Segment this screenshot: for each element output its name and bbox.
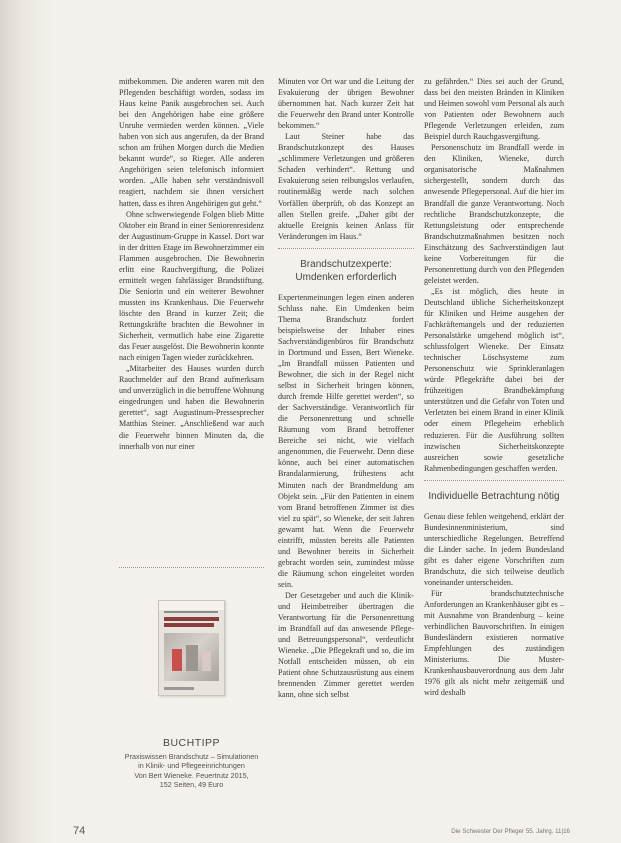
body-paragraph: Expertenmeinungen legen einen anderen Schluss nahe. Ein Umdenken beim Thema Brandschutz fordert beispielsweise der Inhaber eines Sachverständigenbüros für Brandschutz in Dortmund und Essen, Bert Wieneke. „Im Brandfall müssen Patienten und Bewohner, die sich in der Regel nicht selbst in Sicherheit bringen können, durch fremde Hilfe gerettet werden“, so der Sachverständige. Verantwortlich für die Personenrettung und schnelle Räumung vom Brand betroffener Bereiche sei nicht, wie vielfach angenommen, die Feuerwehr. Denn diese könne, auch bei einer automatischen Brandalarmierung, frühestens acht Minuten nach der Brandmeldung am Objekt sein. „Für den Patienten in einem vom Brand betroffenen Zimmer ist dies viel zu spät“, so Wieneke, der seit Jahren gewarnt hat. Wenn die Feuerwehr eintrifft, müssten bereits alle Patienten und Bewohner bereits in Sicherheit gebracht worden sein, zumindest müsse die Räumung schon eingeleitet worden sein. xyxy=(278,292,414,589)
body-paragraph: „Es ist möglich, dies heute in Deutschland übliche Sicherheitskonzept für Kliniken und Heime ausgehen der Fachkräftemangels und der reduzierten Personalstärke umgehend möglich ist“, schlussfolgert Wieneke. Der Einsatz technischer Löschsysteme zum Personenschutz wie Sprinkleranlagen würde Pflegekräfte dabei bei der frühzeitigen Brandbekämpfung unterstützen und die Gefahr von Toten und Verletzten bei einem Brand in einer Klinik oder einem Pflegeheim erheblich reduzieren. Für die Ausführung sollten inzwischen Sicherheitskonzepte ausreichen sowie gesetzliche Rahmenbedingungen geschaffen werden. xyxy=(424,286,564,473)
page-number: 74 xyxy=(73,825,86,837)
gutter-shadow xyxy=(0,0,55,843)
body-paragraph: mitbekommen. Die anderen waren mit den Pflegenden beschäftigt worden, sodass im Haus keine Panik ausgebrochen sei. Auch bei den Angehörigen habe eine größere Unruhe vermieden werden können. „Viele haben von sich aus angerufen, da der Brand schon am frühen Morgen durch die Medien bekannt wurde“, so Rieger. Alle anderen Angehörigen seien telefonisch informiert worden. „Alle haben sehr verständnisvoll reagiert, nachdem sie ihnen versichert hatten, dass es ihren Angehörigen gut geht.“ xyxy=(119,77,264,208)
body-paragraph: zu gefährden.“ Dies sei auch der Grund, dass bei den meisten Bränden in Kliniken und Heimen sowohl vom Personal als auch von Patienten oder Bewohnern auch Pflegende Verletzungen erleiden, zum Beispiel durch Rauchgasvergiftung. xyxy=(424,77,564,142)
dotted-separator xyxy=(119,567,264,568)
book-cover-title-line xyxy=(164,623,214,627)
dotted-separator xyxy=(424,480,564,481)
dotted-separator xyxy=(278,248,414,249)
book-tip-box xyxy=(119,567,264,568)
text-column-3 xyxy=(424,76,564,698)
body-paragraph: Minuten vor Ort war und die Leitung der Evakuierung der übrigen Bewohner übernommen hat. Nach kurzer Zeit hat die Feuerwehr den Brand unter Kontrolle bekommen.“ xyxy=(278,77,414,131)
text-column-2 xyxy=(278,76,414,700)
book-cover-image xyxy=(158,600,225,696)
book-info xyxy=(119,752,264,790)
book-info-line: in Klinik- und Pflegeeinrichtungen xyxy=(138,761,245,771)
text-column-1 xyxy=(119,76,264,452)
body-paragraph: Ohne schwerwiegende Folgen blieb Mitte Oktober ein Brand in einer Seniorenresidenz der Augustinum-Gruppe in Kassel. Dort war in der dritten Etage im Bewohnerzimmer ein Flammen ausgebrochen. Die Bewohnerin erlitt eine Rauchvergiftung, die Polizei ermittelt wegen fahrlässiger Brandstiftung. Die Seniorin und ein weiterer Bewohner mussten ins Krankenhaus. Die Feuerwehr löschte den Brand in kurzer Zeit; die Rettungskräfte brachten die Bewohner in Sicherheit, vermutlich habe eine Zigarette das Feuer ausgelöst. Die Bewohnerin konnte nach einigen Tagen wieder zurückkehren. xyxy=(119,209,264,363)
body-paragraph: Personenschutz im Brandfall werde in den Kliniken, Wieneke, durch organisatorische Maßnahmen sichergestellt, sondern durch das anwesende Pflegepersonal. Auf die hier im Brandfall die ganze Verantwortung. Noch rechtliche Brandschutzkonzepte, die Rettungsleistung oder entsprechende Brandschutzmaßnahmen besitzen noch Einschätzung des Sachverständigen laut keine Vorbereitungen für die Personenrettung durch von den Pflegenden geleistet werden. xyxy=(424,143,564,285)
book-cover-photo xyxy=(164,633,219,681)
book-info-line: Praxiswissen Brandschutz – Simulationen xyxy=(124,752,259,761)
book-info-line: Von Bert Wieneke. Feuertrutz 2015, xyxy=(134,770,249,780)
book-cover-line xyxy=(164,611,218,613)
body-paragraph: Für brandschutztechnische Anforderungen an Krankenhäuser gibt es – mit Ausnahme von Brandenburg – keine verbindlichen Bauvorschriften. In einigen Bundesländern existieren normative Empfehlungen des zuständigen Ministeriums. Die Muster-Krankenhausbauverordnung aus dem Jahr 1976 gilt als nicht mehr zeitgemäß und wird deshalb xyxy=(424,589,564,698)
body-paragraph: Genau diese fehlen weitgehend, erklärt der Bundesinnenministerium, sind unterschiedliche Regelungen. Betreffend die Länder sache. In jedem Bundesland gibt es daher eigene Vorschriften zum Brandschutz, die sich teilweise deutlich voneinander unterscheiden. xyxy=(424,511,564,587)
section-heading: Individuelle Betrachtung nötig xyxy=(428,490,560,502)
book-cover-title-line xyxy=(164,617,219,621)
book-info-line: 152 Seiten, 49 Euro xyxy=(159,780,224,790)
running-footer: Die Schwester Der Pfleger 55. Jahrg. 11|16 xyxy=(451,828,570,835)
body-paragraph: Laut Steiner habe das Brandschutzkonzept des Hauses „schlimmere Verletzungen und größeren Schaden verhindert“. Rettung und Evakuierung seien reibungslos verlaufen, routinemäßig werde nach solchen Vorfällen überprüft, ob das Konzept an allen Stellen greife. „Daher gibt der aktuelle Ereignis keinen Anlass für Veränderungen im Haus.“ xyxy=(278,132,414,241)
book-tip-label: BUCHTIPP xyxy=(162,737,221,749)
section-heading: Brandschutzexperte: Umdenken erforderlich xyxy=(295,258,397,283)
body-paragraph: „Mitarbeiter des Hauses wurden durch Rauchmelder auf den Brand aufmerksam und unverzüglich in die betroffene Wohnung eingedrungen und haben die Bewohnerin gerettet“, sagt Augustinum-Pressesprecher Matthias Steiner. „Anschließend war auch die Feuerwehr binnen Minuten da, die innerhalb von nur einer xyxy=(119,364,264,451)
body-paragraph: Der Gesetzgeber und auch die Klinik- und Heimbetreiber übertragen die Verantwortung für die Personenrettung im Brandfall auf das anwesende Pflege- und Betreuungspersonal“, verdeutlicht Wieneke. „Die Pflegekraft und so, die im Notfall entscheiden müssen, ob ein Patient ohne Schutzausrüstung aus einem brennenden Zimmer gerettet werden kann, ohne sich selbst xyxy=(278,590,414,700)
